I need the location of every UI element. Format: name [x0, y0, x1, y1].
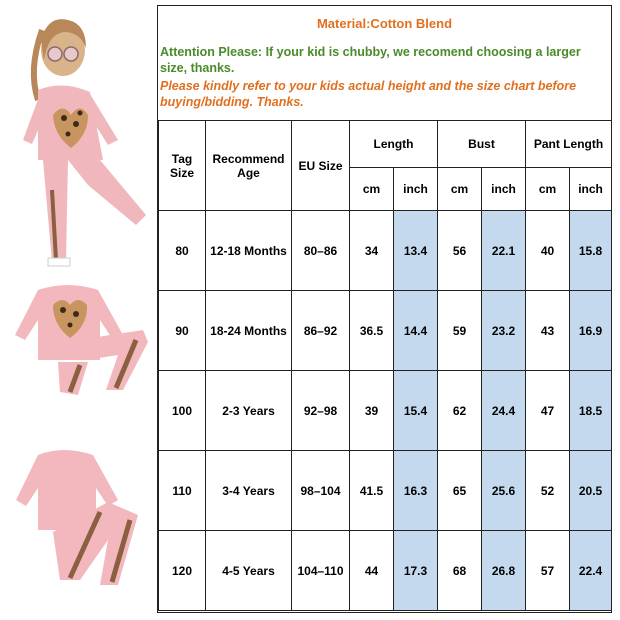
cell-bust-inch: 23.2 [482, 291, 526, 371]
cell-pant-inch: 22.4 [570, 531, 612, 611]
table-row [159, 291, 612, 371]
material-note: Material:Cotton Blend [316, 16, 453, 31]
cell-eu: 98–104 [292, 451, 350, 531]
cell-pant-cm: 52 [526, 451, 570, 531]
cell-bust-cm: 65 [438, 451, 482, 531]
model-photo [8, 10, 153, 275]
cell-pant-cm: 43 [526, 291, 570, 371]
cell-eu: 92–98 [292, 371, 350, 451]
cell-length-cm: 36.5 [350, 291, 394, 371]
refer-note: Please kindly refer to your kids actual height and the size chart before buying/bidding. Thanks. [160, 79, 577, 109]
product-photos [0, 0, 157, 613]
cell-tag: 110 [159, 451, 206, 531]
cell-tag: 120 [159, 531, 206, 611]
cell-bust-inch: 22.1 [482, 211, 526, 291]
flatlay-photo-1 [8, 280, 153, 400]
cell-bust-cm: 62 [438, 371, 482, 451]
cell-length-cm: 44 [350, 531, 394, 611]
cell-age: 4-5 Years [206, 531, 292, 611]
cell-tag: 80 [159, 211, 206, 291]
cell-age: 3-4 Years [206, 451, 292, 531]
table-row [159, 371, 612, 451]
header-pant-length: Pant Length [526, 121, 612, 168]
cell-length-inch: 17.3 [394, 531, 438, 611]
cell-bust-inch: 26.8 [482, 531, 526, 611]
cell-pant-inch: 16.9 [570, 291, 612, 371]
cell-bust-inch: 25.6 [482, 451, 526, 531]
cell-eu: 80–86 [292, 211, 350, 291]
header-eu-size: EU Size [292, 121, 350, 211]
header-cm: cm [438, 168, 482, 211]
table-row [159, 211, 612, 291]
header-inch: inch [570, 168, 612, 211]
table-row [159, 531, 612, 611]
cell-length-inch: 15.4 [394, 371, 438, 451]
size-table [158, 120, 612, 611]
cell-age: 12-18 Months [206, 211, 292, 291]
cell-tag: 90 [159, 291, 206, 371]
cell-age: 2-3 Years [206, 371, 292, 451]
cell-eu: 86–92 [292, 291, 350, 371]
cell-age: 18-24 Months [206, 291, 292, 371]
cell-length-cm: 39 [350, 371, 394, 451]
flatlay-photo-2 [8, 440, 153, 590]
header-bust: Bust [438, 121, 526, 168]
cell-pant-cm: 47 [526, 371, 570, 451]
cell-pant-inch: 20.5 [570, 451, 612, 531]
cell-length-inch: 16.3 [394, 451, 438, 531]
header-inch: inch [394, 168, 438, 211]
cell-pant-inch: 18.5 [570, 371, 612, 451]
cell-bust-inch: 24.4 [482, 371, 526, 451]
attention-note: Attention Please: If your kid is chubby, we recomend choosing a larger size, thanks. [160, 45, 581, 75]
cell-length-cm: 34 [350, 211, 394, 291]
cell-bust-cm: 59 [438, 291, 482, 371]
cell-eu: 104–110 [292, 531, 350, 611]
header-recommend-age: Recommend Age [206, 121, 292, 211]
cell-bust-cm: 56 [438, 211, 482, 291]
size-chart-panel [157, 5, 612, 613]
cell-bust-cm: 68 [438, 531, 482, 611]
cell-length-cm: 41.5 [350, 451, 394, 531]
cell-length-inch: 13.4 [394, 211, 438, 291]
header-inch: inch [482, 168, 526, 211]
header-cm: cm [526, 168, 570, 211]
cell-pant-inch: 15.8 [570, 211, 612, 291]
header-tag-size: Tag Size [159, 121, 206, 211]
header-length: Length [350, 121, 438, 168]
cell-tag: 100 [159, 371, 206, 451]
cell-length-inch: 14.4 [394, 291, 438, 371]
cell-pant-cm: 40 [526, 211, 570, 291]
cell-pant-cm: 57 [526, 531, 570, 611]
table-row [159, 451, 612, 531]
header-cm: cm [350, 168, 394, 211]
